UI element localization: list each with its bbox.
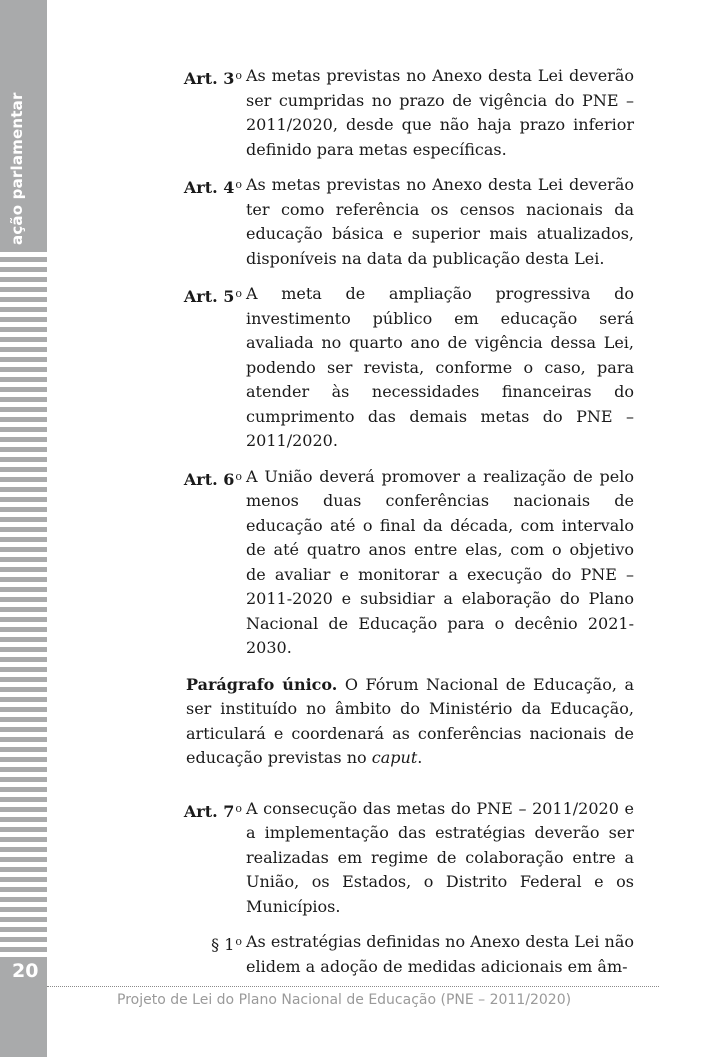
article-label: Art. 7 bbox=[183, 801, 235, 821]
ordinal-mark: o bbox=[235, 178, 242, 191]
article-text: As metas previstas no Anexo desta Lei deverão ser cumpridas no prazo de vigência do PNE – 2011/2020, desde que não haja prazo inferior definido para metas específicas. bbox=[246, 66, 634, 159]
article-label: Art. 3 bbox=[183, 69, 235, 88]
page-number: 20 bbox=[12, 960, 39, 982]
article-text: A meta de ampliação progressiva do investimento público em educação será avaliada no quarto ano de vigência dessa Lei, podendo ser revista, conforme o caso, para atender às necessidades financeiras do cumprimento das demais metas do PNE – 2011/2020. bbox=[246, 284, 634, 450]
article-label: Art. 5 bbox=[183, 287, 235, 306]
sidebar-stripes bbox=[0, 252, 47, 957]
article-label: Art. 6 bbox=[183, 469, 235, 489]
article-6 bbox=[178, 465, 634, 661]
document-body bbox=[178, 64, 634, 990]
sole-paragraph bbox=[186, 673, 634, 771]
footer-divider bbox=[47, 986, 659, 987]
article-5 bbox=[178, 282, 634, 454]
section-text: As estratégias definidas no Anexo desta Lei não elidem a adoção de medidas adicionais em âm- bbox=[246, 932, 634, 976]
article-text: A consecução das metas do PNE – 2011/2020 e a implementação das estratégias deverão ser realizadas em regime de colaboração entre a União, os Estados, o Distrito Federal e os Municípios. bbox=[246, 798, 634, 916]
section-label: ação parlamentar bbox=[8, 92, 26, 245]
article-text: A União deverá promover a realização de pelo menos duas conferências nacionais de educação até o final da década, com intervalo de até quatro anos entre elas, com o objetivo de avaliar e monitorar a execução do PNE – 2011-2020 e subsidiar a elaboração do Plano Nacional de Educação para o decênio 2021-2030. bbox=[246, 466, 634, 657]
ordinal-mark: o bbox=[235, 69, 242, 82]
section-label-mark: § 1 bbox=[211, 935, 235, 954]
caput-term: caput bbox=[371, 748, 418, 767]
article-text: As metas previstas no Anexo desta Lei deverão ter como referência os censos nacionais da educação básica e superior mais atualizados, disponíveis na data da publicação desta Lei. bbox=[246, 175, 634, 268]
article-4 bbox=[178, 173, 634, 271]
article-3 bbox=[178, 64, 634, 162]
footer-title: Projeto de Lei do Plano Nacional de Educação (PNE – 2011/2020) bbox=[117, 992, 572, 1008]
ordinal-mark: o bbox=[235, 469, 242, 483]
ordinal-mark: o bbox=[235, 287, 242, 300]
ordinal-mark: o bbox=[235, 801, 242, 815]
sidebar bbox=[0, 0, 47, 1057]
article-7 bbox=[178, 797, 634, 920]
paragraph-text: O Fórum Nacional de Educação, a ser instituído no âmbito do Ministério da Educação, articulará e coordenará as conferências nacionais de educação previstas no bbox=[186, 674, 635, 767]
paragraph-label: Parágrafo único. bbox=[186, 674, 338, 694]
ordinal-mark: o bbox=[235, 935, 242, 948]
section-1 bbox=[178, 930, 634, 979]
paragraph-end: . bbox=[417, 748, 423, 767]
article-label: Art. 4 bbox=[183, 178, 235, 197]
